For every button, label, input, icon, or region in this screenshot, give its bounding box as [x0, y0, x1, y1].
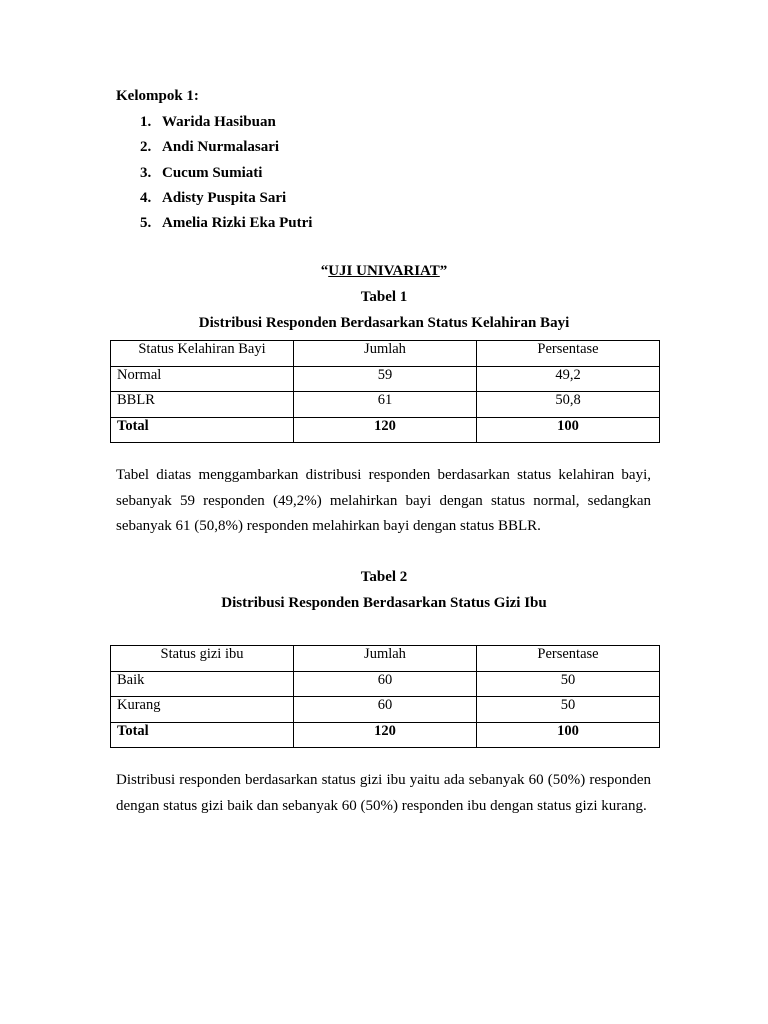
column-header: Status Kelahiran Bayi: [111, 341, 294, 367]
table-cell: 59: [294, 366, 477, 392]
list-item: [140, 214, 312, 239]
member-name: Amelia Rizki Eka Putri: [162, 215, 313, 232]
member-name: Adisty Puspita Sari: [162, 189, 287, 206]
column-header: Jumlah: [294, 341, 477, 367]
column-header: Status gizi ibu: [111, 646, 294, 672]
list-number: 1.: [140, 114, 152, 130]
table-total-row: [111, 722, 660, 748]
heading-text: UJI UNIVARIAT: [328, 263, 440, 279]
list-item: [140, 138, 312, 163]
table-total-row: [111, 417, 660, 443]
table2-description: Distribusi responden berdasarkan status gizi ibu yaitu ada sebanyak 60 (50%) responden dengan status gizi baik dan sebanyak 60 (50%) responden ibu dengan status gizi kurang.: [116, 772, 651, 814]
table1-label: Tabel 1: [360, 289, 408, 305]
table-cell: 100: [477, 722, 660, 748]
table-cell: 100: [477, 417, 660, 443]
table-cell: Total: [111, 722, 294, 748]
table-row: [111, 366, 660, 392]
list-number: 4.: [140, 189, 152, 206]
list-item: [140, 189, 312, 214]
list-number: 2.: [140, 139, 152, 156]
list-number: 5.: [140, 215, 152, 232]
table2-title: Distribusi Responden Berdasarkan Status Gizi Ibu: [221, 595, 547, 611]
member-name: Warida Hasibuan: [162, 114, 276, 130]
table-cell: Normal: [111, 366, 294, 392]
table-header-row: [111, 341, 660, 367]
table-row: [111, 671, 660, 697]
open-quote: “: [320, 263, 329, 279]
column-header: Persentase: [477, 646, 660, 672]
table-cell: 120: [294, 722, 477, 748]
table-cell: Baik: [111, 671, 294, 697]
table1-description: Tabel diatas menggambarkan distribusi responden berdasarkan status kelahiran bayi, sebanyak 59 responden (49,2%) melahirkan bayi dengan status normal, sedangkan sebanyak 61 (50,8%) responden melahirkan bayi dengan status BBLR.: [116, 467, 651, 535]
table-cell: 49,2: [477, 366, 660, 392]
table-header-row: [111, 646, 660, 672]
table-row: [111, 697, 660, 723]
list-item: [140, 164, 312, 189]
close-quote: ”: [439, 263, 448, 279]
table-cell: Kurang: [111, 697, 294, 723]
column-header: Persentase: [477, 341, 660, 367]
table2: [110, 645, 660, 748]
group-title: Kelompok 1:: [116, 88, 199, 104]
column-header: Jumlah: [294, 646, 477, 672]
list-item: [140, 113, 312, 138]
table-cell: 60: [294, 697, 477, 723]
table-cell: Total: [111, 417, 294, 443]
table-cell: 61: [294, 392, 477, 418]
table-cell: 60: [294, 671, 477, 697]
list-number: 3.: [140, 164, 152, 181]
table-cell: 50: [477, 671, 660, 697]
table-cell: 120: [294, 417, 477, 443]
member-name: Andi Nurmalasari: [162, 139, 280, 156]
table-row: [111, 392, 660, 418]
table2-label: Tabel 2: [360, 569, 408, 585]
member-name: Cucum Sumiati: [162, 164, 263, 181]
table-cell: 50,8: [477, 392, 660, 418]
table1: [110, 340, 660, 443]
member-list: [140, 113, 312, 239]
section-heading: [110, 263, 658, 280]
table-cell: 50: [477, 697, 660, 723]
table-cell: BBLR: [111, 392, 294, 418]
table1-title: Distribusi Responden Berdasarkan Status Kelahiran Bayi: [198, 315, 570, 331]
